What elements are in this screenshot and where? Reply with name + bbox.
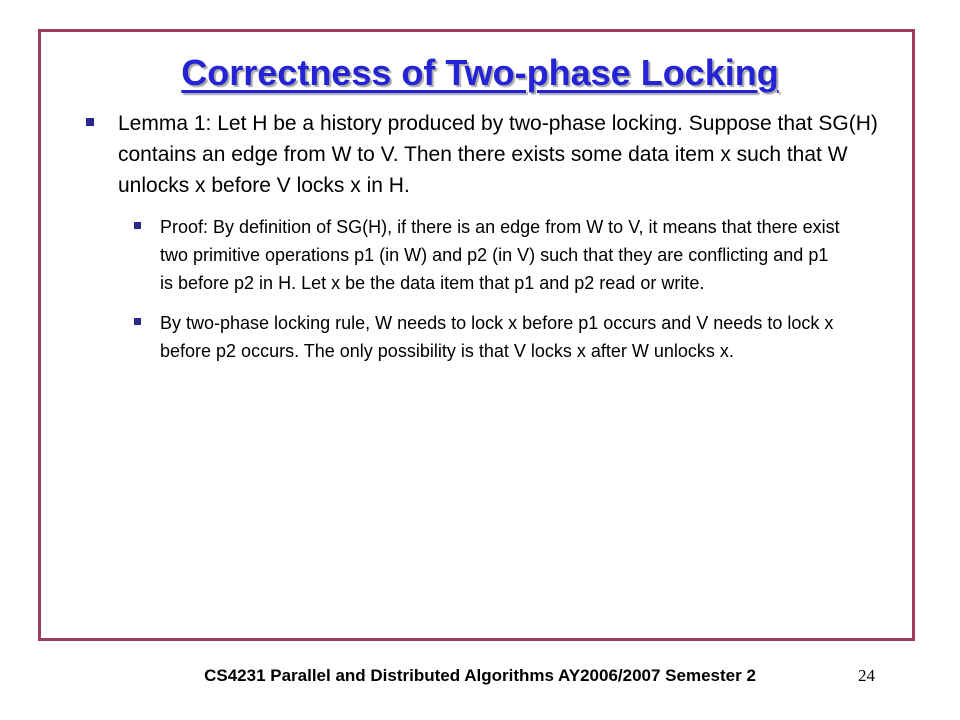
sub-bullet-text: Proof: By definition of SG(H), if there is an edge from W to V, it means that there exist two primitive operations p1 (in W) and p2 (in V) such that they are conflicting and p1 is before p2 in H. Let x be the data item that p1 and p2 read or write. <box>160 217 840 293</box>
slide-footer: CS4231 Parallel and Distributed Algorithms AY2006/2007 Semester 2 <box>204 666 756 685</box>
slide-title: Correctness of Two-phase Locking <box>181 52 779 93</box>
sub-bullet-text: By two-phase locking rule, W needs to lock x before p1 occurs and V needs to lock x before p2 occurs. The only possibility is that V locks x after W unlocks x. <box>160 313 834 361</box>
sub-bullet-rule <box>118 309 840 365</box>
square-bullet-icon <box>86 118 94 126</box>
slide-body <box>80 108 880 377</box>
sub-bullet-proof <box>118 213 840 297</box>
page-number: 24 <box>858 666 875 685</box>
bullet-text: Lemma 1: Let H be a history produced by two-phase locking. Suppose that SG(H) contains an edge from W to V. Then there exists some data item x such that W unlocks x before V locks x in H. <box>118 112 878 197</box>
bullet-lemma-1 <box>80 108 880 201</box>
square-bullet-icon <box>134 222 141 229</box>
square-bullet-icon <box>134 318 141 325</box>
sub-bullet-list <box>118 213 880 365</box>
